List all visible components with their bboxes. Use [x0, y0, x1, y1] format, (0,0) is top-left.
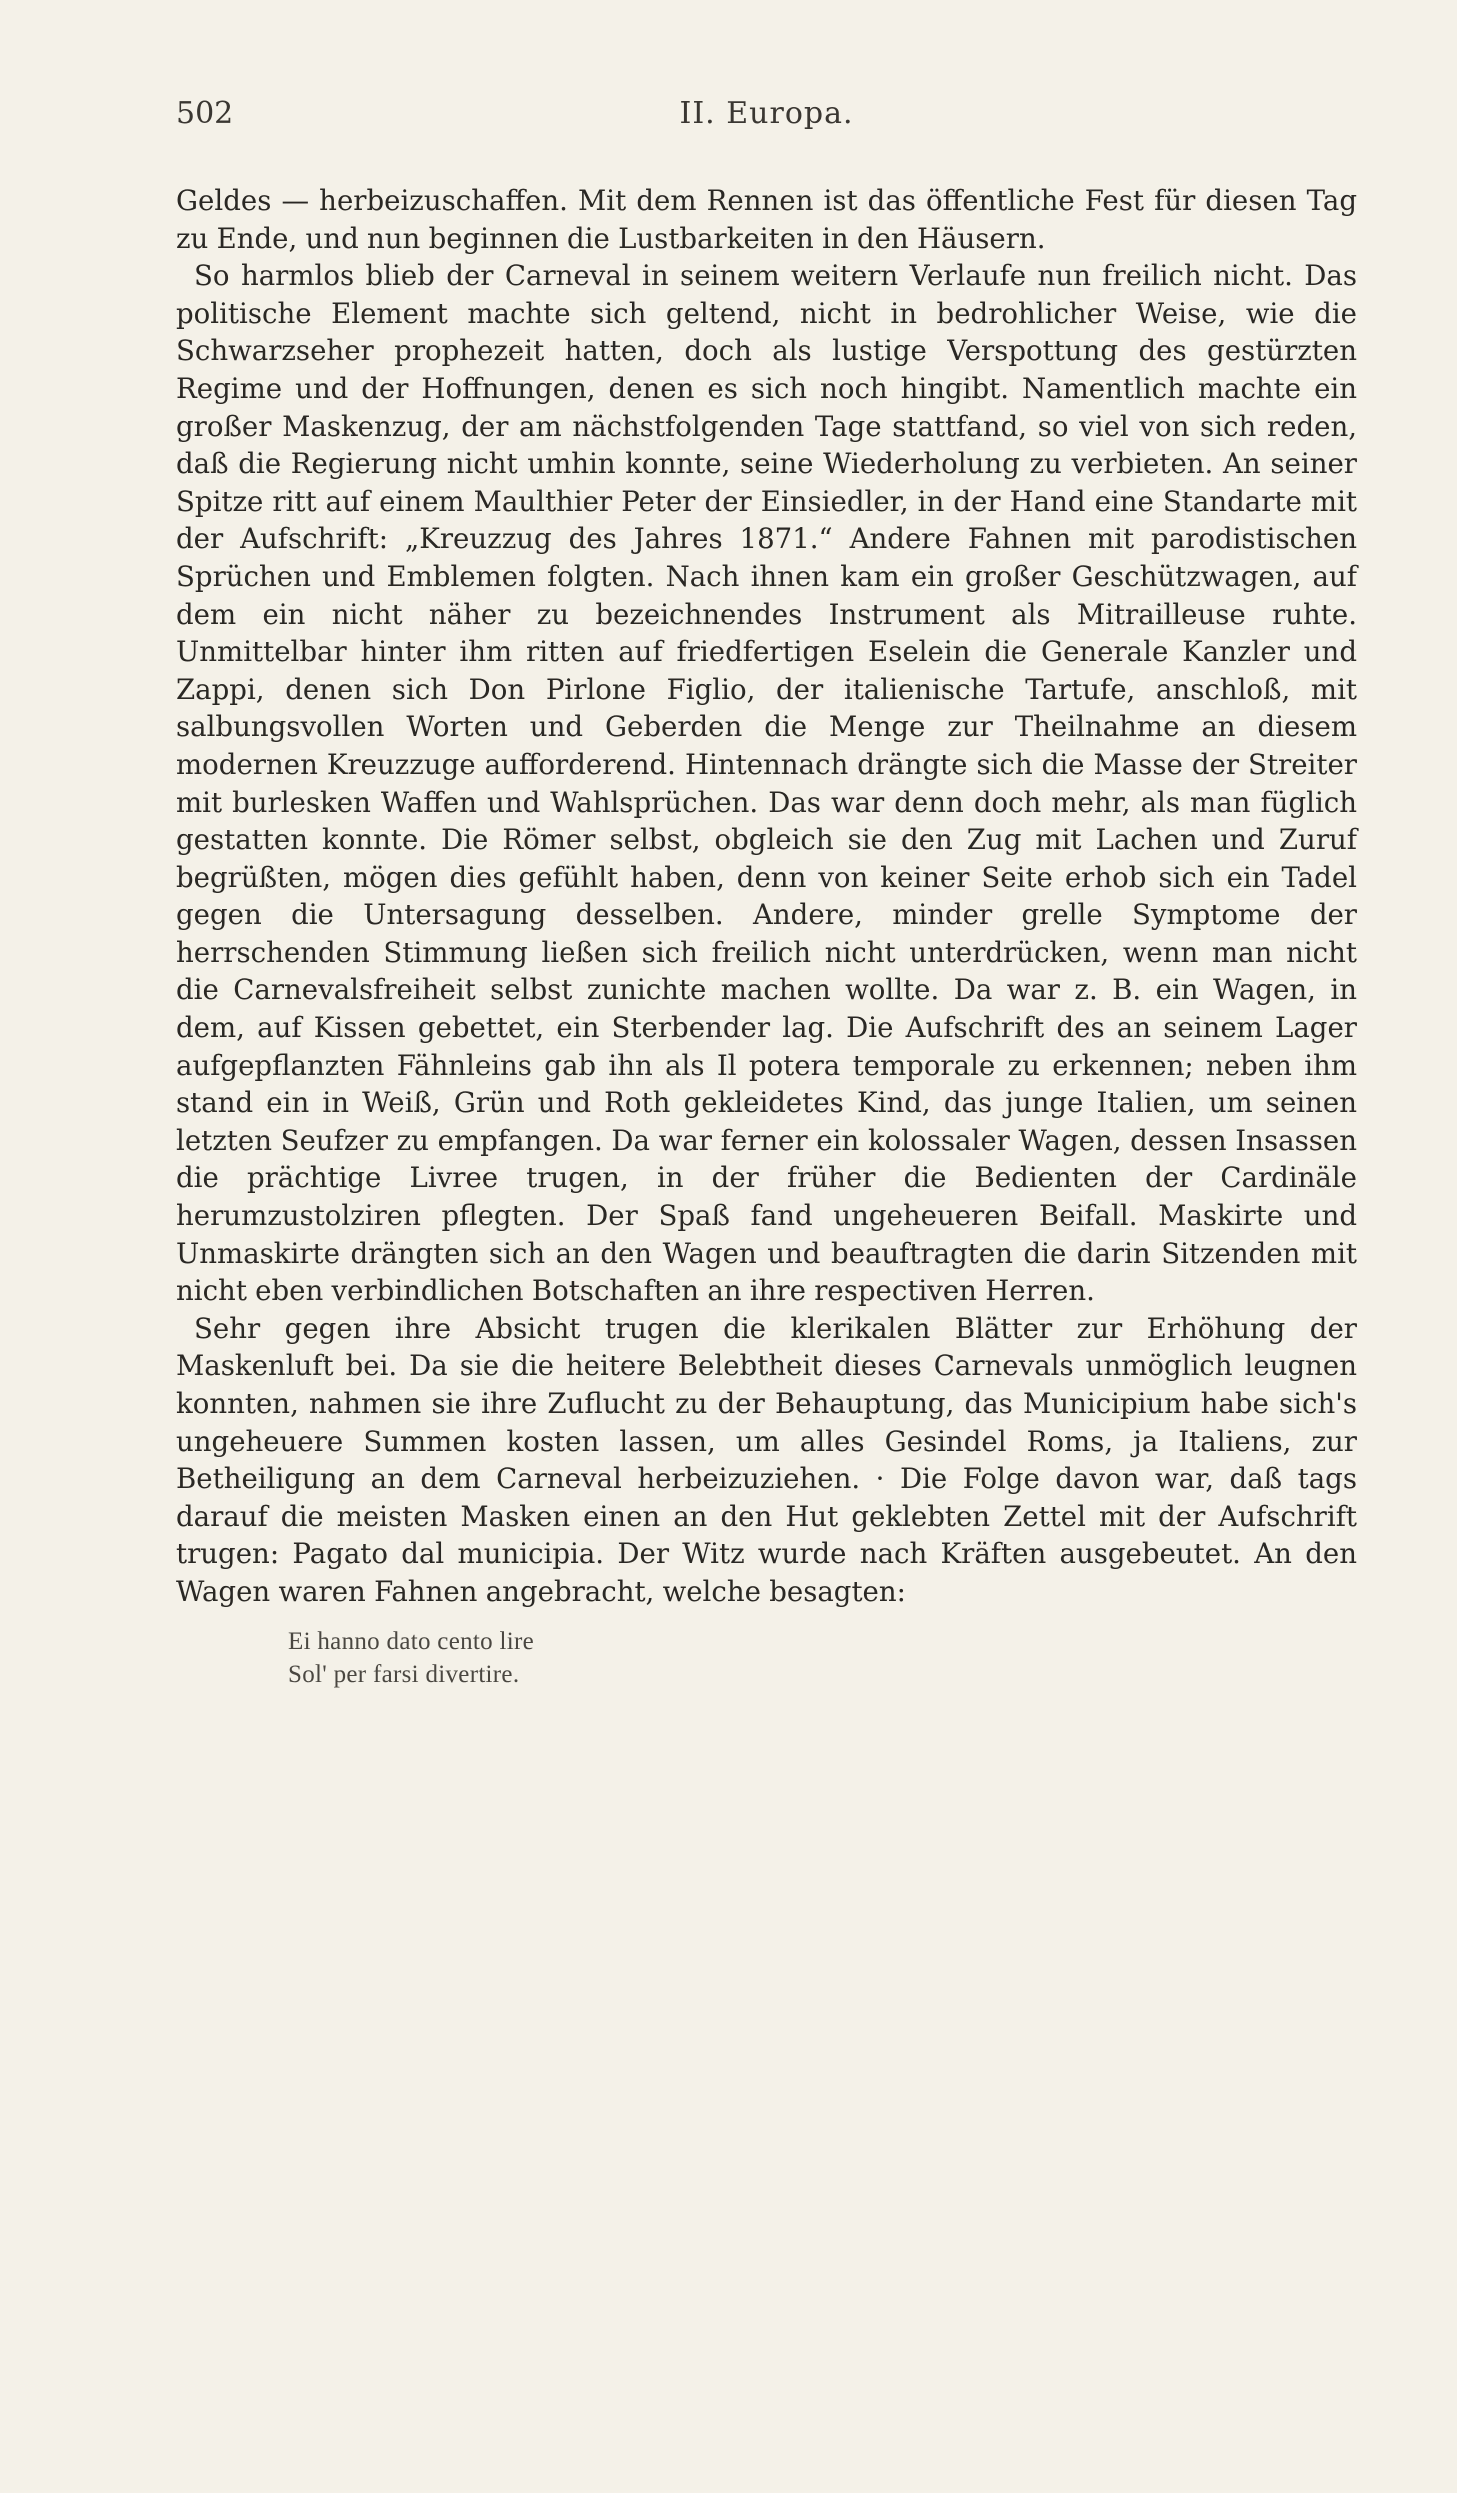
- running-title: II. Europa.: [679, 96, 854, 131]
- paragraph-2: So harmlos blieb der Carneval in seinem weitern Verlaufe nun freilich nicht. Das politische Element machte sich geltend, nicht in bedrohlicher Weise, wie die Schwarzseher prophezeit hatten, doch als lustige Verspottung des gestürzten Regime und der Hoffnungen, denen es sich noch hingibt. Namentlich machte ein großer Maskenzug, der am nächstfolgenden Tage stattfand, so viel von sich reden, daß die Regierung nicht umhin konnte, seine Wiederholung zu verbieten. An seiner Spitze ritt auf einem Maulthier Peter der Einsiedler, in der Hand eine Standarte mit der Aufschrift: „Kreuzzug des Jahres 1871.“ Andere Fahnen mit parodistischen Sprüchen und Emblemen folgten. Nach ihnen kam ein großer Geschützwagen, auf dem ein nicht näher zu bezeichnendes Instrument als Mitrailleuse ruhte. Unmittelbar hinter ihm ritten auf friedfertigen Eselein die Generale Kanzler und Zappi, denen sich Don Pirlone Figlio, der italienische Tartufe, anschloß, mit salbungsvollen Worten und Geberden die Menge zur Theilnahme an diesem modernen Kreuzzuge aufforderend. Hintennach drängte sich die Masse der Streiter mit burlesken Waffen und Wahlsprüchen. Das war denn doch mehr, als man füglich gestatten konnte. Die Römer selbst, obgleich sie den Zug mit Lachen und Zuruf begrüßten, mögen dies gefühlt haben, denn von keiner Seite erhob sich ein Tadel gegen die Untersagung desselben. Andere, minder grelle Symptome der herrschenden Stimmung ließen sich freilich nicht unterdrücken, wenn man nicht die Carnevalsfreiheit selbst zunichte machen wollte. Da war z. B. ein Wagen, in dem, auf Kissen gebettet, ein Sterbender lag. Die Aufschrift des an seinem Lager aufgepflanzten Fähnleins gab ihn als Il potera temporale zu erkennen; neben ihm stand ein in Weiß, Grün und Roth gekleidetes Kind, das junge Italien, um seinen letzten Seufzer zu empfangen. Da war ferner ein kolossaler Wagen, dessen Insassen die prächtige Livree trugen, in der früher die Bedienten der Cardinäle herumzustolziren pflegten. Der Spaß fand ungeheueren Beifall. Maskirte und Unmaskirte drängten sich an den Wagen und beauftragten die darin Sitzenden mit nicht eben verbindlichen Botschaften an ihre respectiven Herren.: [176, 259, 1357, 1308]
- paragraph-3: Sehr gegen ihre Absicht trugen die klerikalen Blätter zur Erhöhung der Maskenluft bei. Da sie die heitere Belebtheit dieses Carnevals unmöglich leugnen konnten, nahmen sie ihre Zuflucht zu der Behauptung, das Municipium habe sich's ungeheuere Summen kosten lassen, um alles Gesindel Roms, ja Italiens, zur Betheiligung an dem Carneval herbeizuziehen. · Die Folge davon war, daß tags darauf die meisten Masken einen an den Hut geklebten Zettel mit der Aufschrift trugen: Pagato dal municipia. Der Witz wurde nach Kräften ausgebeutet. An den Wagen waren Fahnen angebracht, welche besagten:: [176, 1311, 1357, 1608]
- page-number: 502: [176, 96, 234, 131]
- page-header: [176, 96, 1357, 154]
- paragraph-1: Geldes — herbeizuschaffen. Mit dem Rennen ist das öffentliche Fest für diesen Tag zu Ende, und nun beginnen die Lustbarkeiten in den Häusern.: [176, 184, 1357, 255]
- verse-quotation: [288, 1625, 1357, 1691]
- verse-line-1: Ei hanno dato cento lire: [288, 1627, 535, 1655]
- verse-line-2: Sol' per farsi divertire.: [288, 1660, 520, 1688]
- page-body: [176, 182, 1357, 1691]
